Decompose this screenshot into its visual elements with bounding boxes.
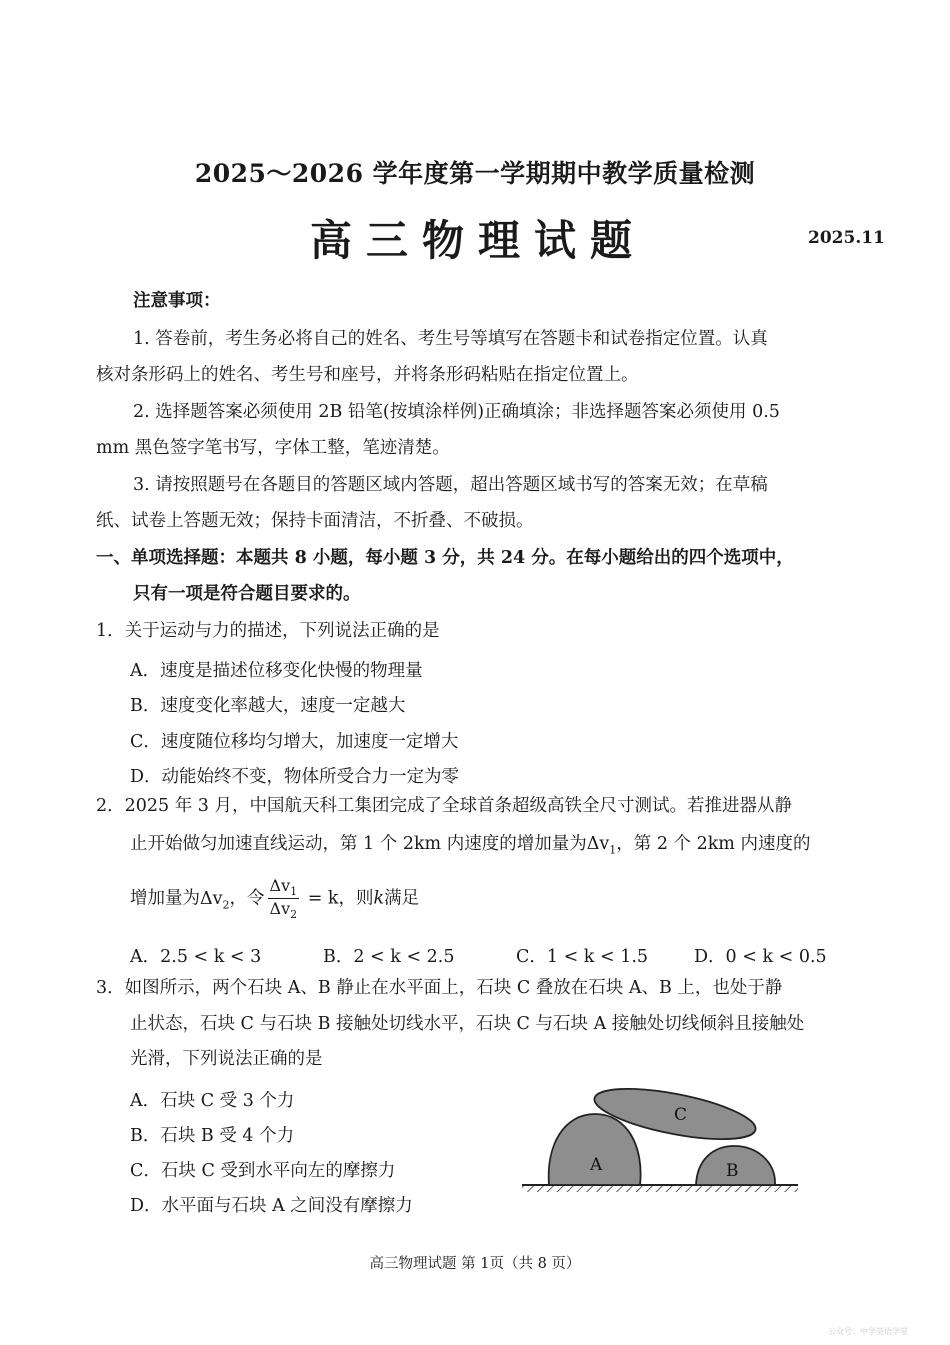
label-b: B — [726, 1161, 739, 1181]
q1-stem: 1．关于运动与力的描述，下列说法正确的是 — [96, 621, 440, 641]
q3-line-1: 3．如图所示，两个石块 A、B 静止在水平面上，石块 C 叠放在石块 A、B 上，也处于静 — [96, 978, 783, 998]
q2-line-3-text-c: ，则 — [338, 888, 374, 909]
ratio-equals-k: = k — [302, 888, 339, 909]
q3-option-c: C．石块 C 受到水平向左的摩擦力 — [130, 1161, 396, 1181]
q2-line-2-text-b: ，第 2 个 2km 内速度的 — [616, 834, 811, 854]
q2-option-a: A．2.5 < k < 3 — [130, 947, 262, 967]
section-1-heading-line-2: 只有一项是符合题目要求的。 — [133, 584, 361, 604]
q2-line-1: 2．2025 年 3 月，中国航天科工集团完成了全球首条超级高铁全尺寸测试。若推进器从静 — [96, 796, 792, 816]
notice-item-2-line-1: 2. 选择题答案必须使用 2B 铅笔(按填涂样例)正确填涂；非选择题答案必须使用 0.5 — [133, 402, 780, 422]
q2-option-b: B．2 < k < 2.5 — [323, 947, 455, 967]
notice-heading: 注意事项： — [133, 291, 221, 311]
label-c: C — [674, 1105, 688, 1125]
page-footer: 高三物理试题 第 1页（共 8 页） — [369, 1256, 581, 1272]
page-title: 高三物理试题 — [310, 216, 647, 265]
q1-option-c: C．速度随位移均匀增大，加速度一定增大 — [130, 732, 459, 752]
label-a: A — [590, 1155, 603, 1175]
notice-item-2-line-2: mm 黑色签字笔书写，字体工整，笔迹清楚。 — [96, 438, 450, 458]
q3-line-2: 止状态，石块 C 与石块 B 接触处切线水平，石块 C 与石块 A 接触处切线倾斜且接触处 — [130, 1014, 805, 1034]
q3-option-a: A．石块 C 受 3 个力 — [130, 1091, 295, 1111]
watermark: 公众号：中学英语学堂 — [828, 1327, 908, 1336]
ground-hatching — [522, 1185, 798, 1192]
q2-line-2 — [130, 836, 810, 856]
exam-subtitle: 2025～2026 学年度第一学期期中教学质量检测 — [194, 159, 756, 188]
notice-item-1-line-2: 核对条形码上的姓名、考生号和座号，并将条形码粘贴在指定位置上。 — [96, 365, 639, 385]
q1-option-a: A．速度是描述位移变化快慢的物理量 — [130, 661, 423, 681]
q1-option-b: B．速度变化率越大，速度一定越大 — [130, 696, 406, 716]
q3-line-3: 光滑，下列说法正确的是 — [130, 1049, 323, 1069]
q2-line-3-text-b: ，令 — [229, 888, 265, 909]
ratio-fraction: $\frac{\Delta v_1}{\Delta v_2}$ — [269, 876, 298, 922]
q2-line-3-text-a: 增加量为 — [130, 888, 200, 909]
q2-line-3-text-d: 满足 — [384, 888, 420, 909]
variable-k: k — [373, 888, 385, 909]
exam-date: 2025.11 — [808, 228, 885, 248]
delta-v1: $\Delta v_1$ — [586, 834, 617, 857]
delta-v2: $\Delta v_2$ — [200, 888, 230, 912]
q2-line-2-text-a: 止开始做匀加速直线运动，第 1 个 2km 内速度的增加量为 — [130, 834, 587, 854]
notice-item-3-line-2: 纸、试卷上答题无效；保持卡面清洁，不折叠、不破损。 — [96, 511, 534, 531]
stones-figure — [520, 1080, 805, 1200]
notice-item-3-line-1: 3. 请按照题号在各题目的答题区域内答题，超出答题区域书写的答案无效；在草稿 — [133, 475, 768, 495]
q1-option-d: D．动能始终不变，物体所受合力一定为零 — [130, 767, 460, 787]
section-1-heading-line-1: 一、单项选择题：本题共 8 小题，每小题 3 分，共 24 分。在每小题给出的四个选项中， — [96, 548, 794, 568]
q2-option-d: D．0 < k < 0.5 — [694, 947, 827, 967]
notice-item-1-line-1: 1. 答卷前，考生务必将自己的姓名、考生号等填写在答题卡和试卷指定位置。认真 — [133, 329, 768, 349]
q3-option-b: B．石块 B 受 4 个力 — [130, 1126, 295, 1146]
q2-option-c: C．1 < k < 1.5 — [516, 947, 649, 967]
q2-line-3 — [130, 878, 419, 920]
q3-option-d: D．水平面与石块 A 之间没有摩擦力 — [130, 1196, 413, 1216]
